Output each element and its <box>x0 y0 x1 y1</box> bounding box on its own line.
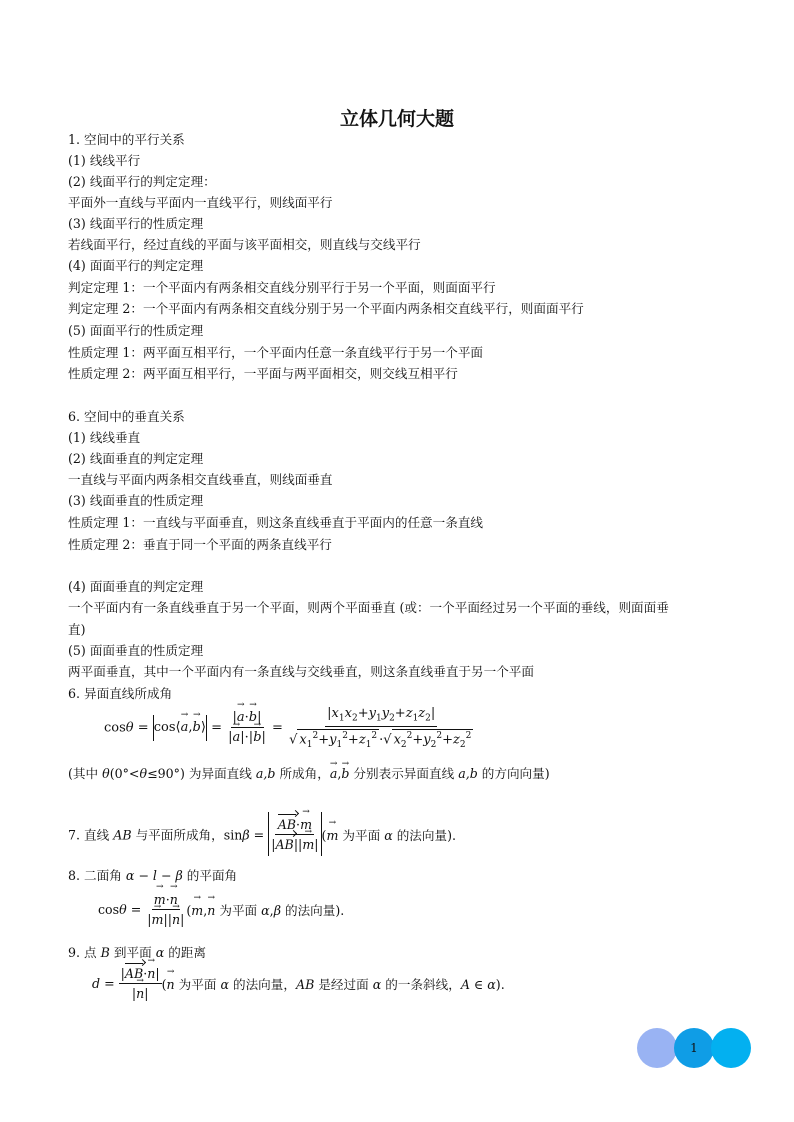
decor-circle-left <box>637 1028 677 1068</box>
text-line: 一个平面内有一条直线垂直于另一个平面，则两个平面垂直 (或：一个平面经过另一个平面的垂线，则面面垂 <box>68 600 669 615</box>
text-line: 性质定理 1：一直线与平面垂直，则这条直线垂直于平面内的任意一条直线 <box>68 515 484 530</box>
text-line: 判定定理 1：一个平面内有两条相交直线分别平行于另一个平面，则面面平行 <box>68 280 496 295</box>
subheading: (3) 线面平行的性质定理 <box>68 216 204 231</box>
section-9-formula: d = $\frac{|AB\cdot\to n|}{|\to n|}$ (→ n 为平面 α 的法向量，AB 是经过面 α 的一条斜线，A ∈ α). <box>92 966 505 1001</box>
section-8-formula: cosθ = → $\frac{m\cdot\to n}{|\to m||\to n|}$ (→ m,→ n 为平面 α,β 的法向量). <box>98 892 344 927</box>
page-title: 立体几何大题 <box>339 108 454 130</box>
section-heading: 1. 空间中的平行关系 <box>68 132 185 147</box>
subheading: (2) 线面平行的判定定理： <box>68 174 216 189</box>
page-number: 1 <box>690 1041 698 1055</box>
text-line: 性质定理 2：两平面互相平行，一平面与两平面相交，则交线互相平行 <box>68 366 458 381</box>
subheading: (4) 面面平行的判定定理 <box>68 258 204 273</box>
text-line: 直) <box>68 622 86 637</box>
formula-note: (其中 θ(0°<θ≤90°) 为异面直线 a,b 所成角，→ a,→ b 分别表示异面直线 a,b 的方向向量) <box>68 766 550 782</box>
section-heading: 6. 异面直线所成角 <box>68 686 173 701</box>
subheading: (1) 线线平行 <box>68 153 141 168</box>
text-line: 若线面平行，经过直线的平面与该平面相交，则直线与交线平行 <box>68 237 421 252</box>
subheading: (5) 面面垂直的性质定理 <box>68 643 204 658</box>
section-heading: 6. 空间中的垂直关系 <box>68 409 185 424</box>
subheading: (3) 线面垂直的性质定理 <box>68 493 204 508</box>
section-8-heading: 8. 二面角 α − l − β 的平面角 <box>68 868 238 883</box>
subheading: (2) 线面垂直的判定定理 <box>68 451 204 466</box>
formula-skew-angle: cosθ = cos⟨→ a,→ b⟩ = $\frac{|\to a\cdot\to b|}{|\to a|\cdot|\to b|}$ = $\frac{|x_1x_2+y_1y_2+z_1z_2|}{√ x_1^2+y_1^2+z_1^2 \cdot√ x_2^2+y_2^2+z_2^2}$ <box>104 706 475 750</box>
text-line: 一直线与平面内两条相交直线垂直，则线面垂直 <box>68 472 333 487</box>
section-7: 7. 直线 AB 与平面所成角，sinβ = $\frac{AB\cdot\to m}{|AB||\to m|}$ (→ m 为平面 α 的法向量). <box>68 812 456 856</box>
page-number-badge <box>637 1028 751 1068</box>
decor-circle-right <box>711 1028 751 1068</box>
subheading: (4) 面面垂直的判定定理 <box>68 579 204 594</box>
text-line: 性质定理 2：垂直于同一个平面的两条直线平行 <box>68 537 332 552</box>
text-line: 两平面垂直，其中一个平面内有一条直线与交线垂直，则这条直线垂直于另一个平面 <box>68 664 534 679</box>
subheading: (1) 线线垂直 <box>68 430 141 445</box>
text-line: 平面外一直线与平面内一直线平行，则线面平行 <box>68 195 333 210</box>
section-9-heading: 9. 点 B 到平面 α 的距离 <box>68 945 206 960</box>
subheading: (5) 面面平行的性质定理 <box>68 323 204 338</box>
text-line: 性质定理 1：两平面互相平行，一个平面内任意一条直线平行于另一个平面 <box>68 345 484 360</box>
text-line: 判定定理 2：一个平面内有两条相交直线分别于另一个平面内两条相交直线平行，则面面平行 <box>68 301 584 316</box>
